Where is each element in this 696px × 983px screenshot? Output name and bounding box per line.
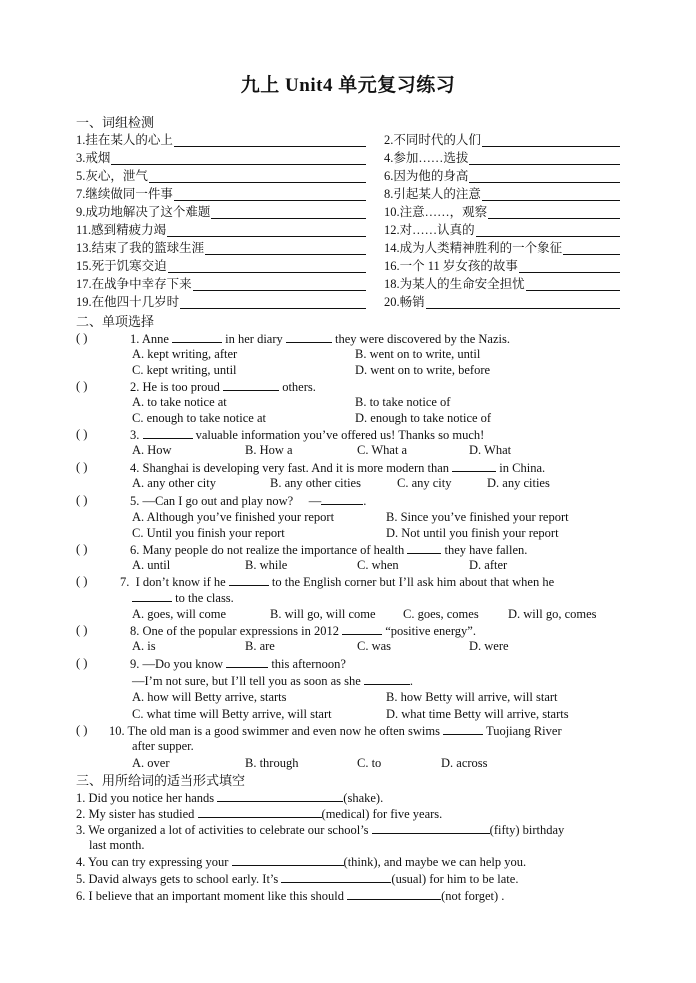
vocab-item [76,222,366,238]
blank[interactable] [226,656,268,668]
blank[interactable] [443,723,483,735]
section-2-heading: 二、单项选择 [76,314,155,329]
answer-line[interactable] [174,133,366,147]
option-d: D. across [441,756,488,770]
option-b: B. How a [245,443,293,457]
option-b: B. any other cities [270,476,361,490]
vocab-row [76,168,620,185]
option-a: A. kept writing, after [132,347,238,361]
vocab-item [76,150,366,166]
vocab-row [76,258,620,275]
answer-line[interactable] [168,259,366,273]
vocab-item [384,204,620,220]
option-d: D. What [469,443,512,457]
answer-line[interactable] [167,223,366,237]
option-b: B. went on to write, until [355,347,481,361]
option-a: A. until [132,558,171,572]
blank[interactable] [281,871,391,883]
blank[interactable] [286,331,332,343]
option-c: C. was [357,639,392,653]
vocab-item [76,294,366,310]
vocab-item [76,186,366,202]
option-a: A. is [132,639,156,653]
blank[interactable] [232,854,344,866]
blank[interactable] [364,673,410,685]
fill-item-2: 2. My sister has studied (medical) for five years. [76,807,443,821]
vocab-prompt: 16.一个 11 岁女孩的故事 [384,259,518,273]
option-b: B. Since you’ve finished your report [386,510,569,524]
vocab-prompt: 20.畅销 [384,295,425,309]
vocab-row [76,186,620,203]
option-c: C. to [357,756,382,770]
vocab-prompt: 1.挂在某人的心上 [76,133,173,147]
answer-bracket[interactable]: ( ) [76,574,88,588]
answer-line[interactable] [469,169,620,183]
option-c: C. any city [397,476,452,490]
fill-item-6: 6. I believe that an important moment like this should (not forget) . [76,889,505,903]
option-c: C. Until you finish your report [132,526,285,540]
option-a: A. over [132,756,170,770]
vocab-item [76,240,366,256]
vocab-row [76,222,620,239]
answer-line[interactable] [211,205,366,219]
blank[interactable] [198,806,322,818]
question-10-continuation: after supper. [132,739,194,753]
blank[interactable] [372,822,490,834]
answer-bracket[interactable]: ( ) [76,623,88,637]
option-c: C. what time will Betty arrive, will start [132,707,332,721]
vocab-item [384,240,620,256]
option-a: A. any other city [132,476,217,490]
fill-item-3-continuation: last month. [89,838,145,852]
answer-line[interactable] [149,169,366,183]
answer-line[interactable] [111,151,366,165]
answer-line[interactable] [426,295,620,309]
answer-line[interactable] [476,223,620,237]
option-a: A. How [132,443,172,457]
vocab-item [384,186,620,202]
fill-item-3: 3. We organized a lot of activities to celebrate our school’s (fifty) birthday [76,823,565,837]
answer-bracket[interactable]: ( ) [76,723,88,737]
answer-line[interactable] [193,277,366,291]
option-c: C. enough to take notice at [132,411,266,425]
option-c: C. What a [357,443,408,457]
vocab-item [384,150,620,166]
option-b: B. are [245,639,275,653]
answer-line[interactable] [180,295,366,309]
answer-line[interactable] [482,133,620,147]
vocab-item [76,204,366,220]
fill-item-4: 4. You can try expressing your (think), and maybe we can help you. [76,855,527,869]
vocab-item [384,168,620,184]
answer-line[interactable] [519,259,620,273]
blank[interactable] [217,790,343,802]
answer-bracket[interactable]: ( ) [76,656,88,670]
answer-line[interactable] [526,277,620,291]
option-b: B. while [245,558,288,572]
blank[interactable] [321,493,363,505]
vocab-prompt: 12.对……认真的 [384,223,475,237]
answer-line[interactable] [205,241,366,255]
option-d: D. will go, comes [508,607,597,621]
vocab-row [76,240,620,257]
vocab-prompt: 3.戒烟 [76,151,111,165]
answer-line[interactable] [563,241,620,255]
answer-line[interactable] [482,187,620,201]
option-a: A. goes, will come [132,607,227,621]
vocab-prompt: 2.不同时代的人们 [384,133,481,147]
fill-item-5: 5. David always gets to school early. It’s (usual) for him to be late. [76,872,519,886]
question-7-continuation: to the class. [132,590,234,606]
answer-bracket[interactable]: ( ) [76,493,88,507]
blank[interactable] [143,427,193,439]
vocab-prompt: 6.因为他的身高 [384,169,469,183]
answer-line[interactable] [174,187,366,201]
answer-bracket[interactable]: ( ) [76,331,88,345]
vocab-prompt: 4.参加……选拔 [384,151,469,165]
vocab-row [76,294,620,311]
vocab-row [76,204,620,221]
vocab-prompt: 17.在战争中幸存下来 [76,277,192,291]
section-3-heading: 三、用所给词的适当形式填空 [76,773,246,788]
option-d: D. enough to take notice of [355,411,492,425]
option-b: B. to take notice of [355,395,451,409]
option-c: C. kept writing, until [132,363,237,377]
vocab-prompt: 7.继续做同一件事 [76,187,173,201]
vocab-prompt: 10.注意……，观察 [384,205,488,219]
vocab-prompt: 11.感到精疲力竭 [76,223,167,237]
vocab-row [76,150,620,167]
option-d: D. what time Betty will arrive, starts [386,707,569,721]
worksheet-page: 九上 Unit4 单元复习练习 一、词组检测 1.挂在某人的心上 2.不同时代的人们 3.戒烟 4.参加……选拔 5.灰心，泄气 6.因为他的身高 7.继续做同一件事 8.引起某人的注意 9.成功地解决了这个难题 10.注意……，观察 11.感到精疲力竭 12.对……认真的 13.结束了我的篮球生涯 14.成为人类精神胜利的一个象征 15.死于饥寒交迫 16.一个 11 岁女孩的故事 17.在战争中幸存下来 18.为某人的生命安全担忧 19.在他四十几岁时 20.畅销 二、单项选择 ( ) 1. Anne in her diary they were discovered by the Nazis. A. kept writing, after B. went on to write, until C. kept writing, until D. went on to write, before ( ) 2. He is too proud others. A. to take notice at B. to take notice of C. enough to take notice at D. enough to take notice of ( ) 3. valuable information you’ve offered us! Thanks so much! A. How B. How a C. What a D. What ( ) 4. Shanghai is developing very fast. And it is more modern than in China. A. any other city B. any other cities C. any city D. any cities ( ) 5. —Can I go out and play now? — . A. Although you’ve finished your report B. Since you’ve finished your report C. Until you finish your report D. Not until you finish your report ( ) 6. Many people do not realize the importance of health they have fallen. A. until B. while C. when D. after ( ) 7. I don’t know if he to the English corner but I’ll ask him about that when he to the class. A. goes, will come B. will go, will come C. goes, comes D. will go, comes ( ) 8. One of the popular expressions in 2012 “positive energy”. A. is B. are C. was D. were ( ) 9. —Do you know this afternoon? —I’m not sure, but I’ll tell you as soon as she . A. how will Betty arrive, starts B. how Betty will arrive, will start C. what time will Betty arrive, will start D. what time Betty will arrive, starts ( ) 10. The old man is a good swimmer and even now he often swims Tuojiang River after supper. A. over B. through C. to D. across 三、用所给词的适当形式填空 1. Did you notice her hands (shake). 2. My sister has studied (medical) for five years. 3. We organized a lot of activities to celebrate our school’s (fifty) birthday last month. 4. You can try expressing your (think), and maybe we can help you. 5. David always gets to school early. It’s (usual) for him to be late. 6. I believe that an important moment like this should (not forget) . [0,0,696,983]
vocab-item [384,222,620,238]
answer-bracket[interactable]: ( ) [76,542,88,556]
vocab-item [76,276,366,292]
option-a: A. how will Betty arrive, starts [132,690,287,704]
vocab-item [76,168,366,184]
blank[interactable] [229,574,269,586]
vocab-prompt: 8.引起某人的注意 [384,187,481,201]
blank[interactable] [452,460,496,472]
blank[interactable] [132,590,172,602]
vocab-prompt: 14.成为人类精神胜利的一个象征 [384,241,563,255]
option-d: D. any cities [487,476,550,490]
vocab-item [384,294,620,310]
vocab-item [76,132,366,148]
option-d: D. Not until you finish your report [386,526,559,540]
blank[interactable] [342,623,382,635]
option-b: B. through [245,756,299,770]
vocab-prompt: 9.成功地解决了这个难题 [76,205,211,219]
option-d: D. after [469,558,508,572]
answer-bracket[interactable]: ( ) [76,460,88,474]
blank[interactable] [172,331,222,343]
answer-bracket[interactable]: ( ) [76,427,88,441]
vocab-item [76,258,366,274]
option-a: A. to take notice at [132,395,227,409]
blank[interactable] [407,542,441,554]
question-9-continuation: —I’m not sure, but I’ll tell you as soon as she . [132,674,414,688]
vocab-prompt: 5.灰心，泄气 [76,169,148,183]
option-c: C. goes, comes [403,607,479,621]
vocab-row [76,132,620,149]
blank[interactable] [347,888,441,900]
option-b: B. how Betty will arrive, will start [386,690,558,704]
answer-bracket[interactable]: ( ) [76,379,88,393]
fill-item-1: 1. Did you notice her hands (shake). [76,791,384,805]
vocab-prompt: 13.结束了我的篮球生涯 [76,241,205,255]
vocab-item [384,276,620,292]
vocab-item [384,258,620,274]
blank[interactable] [223,379,279,391]
answer-line[interactable] [488,205,620,219]
option-d: D. were [469,639,509,653]
vocab-item [384,132,620,148]
answer-line[interactable] [469,151,620,165]
option-d: D. went on to write, before [355,363,491,377]
vocab-row [76,276,620,293]
vocab-prompt: 19.在他四十几岁时 [76,295,180,309]
page-title: 九上 Unit4 单元复习练习 [240,75,456,96]
vocab-prompt: 15.死于饥寒交迫 [76,259,167,273]
option-a: A. Although you’ve finished your report [132,510,335,524]
vocab-prompt: 18.为某人的生命安全担忧 [384,277,525,291]
option-c: C. when [357,558,399,572]
section-1-heading: 一、词组检测 [76,115,155,130]
option-b: B. will go, will come [270,607,376,621]
